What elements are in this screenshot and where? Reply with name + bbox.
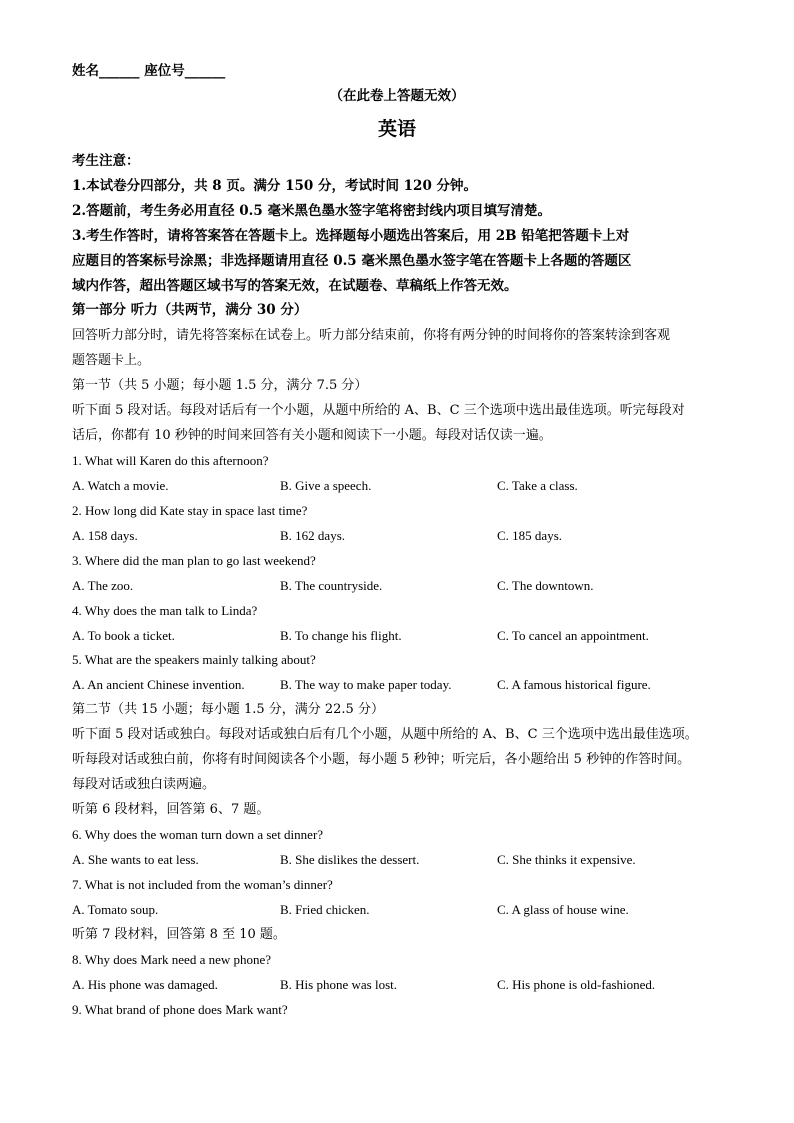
instructions-heading: 考生注意： [72,153,140,169]
section1-heading: 第一节（共 5 小题；每小题 1.5 分，满分 7.5 分） [72,378,368,393]
option-c: C. To cancel an appointment. [497,628,649,643]
instruction-item: 3.考生作答时，请将答案答在答题卡上。选择题每小题选出答案后，用 2B 铅笔把答题卡上对 [72,228,630,244]
instruction-item: 域内作答，超出答题区域书写的答案无效，在试题卷、草稿纸上作答无效。 [72,278,518,294]
question-stem: 7. What is not included from the woman’s dinner? [72,877,333,892]
option-b: B. Fried chicken. [280,902,370,917]
option-a: A. To book a ticket. [72,628,175,643]
question-stem: 3. Where did the man plan to go last weekend? [72,553,316,568]
question-stem: 2. How long did Kate stay in space last time? [72,503,308,518]
option-a: A. An ancient Chinese invention. [72,677,245,692]
material-6-heading: 听第 6 段材料，回答第 6、7 题。 [72,802,270,817]
question-stem: 5. What are the speakers mainly talking about? [72,652,316,667]
page-title: 英语 [377,118,416,140]
part1-heading: 第一部分 听力（共两节，满分 30 分） [72,302,308,318]
option-a: A. She wants to eat less. [72,852,199,867]
option-a: A. The zoo. [72,578,134,593]
section2-heading: 第二节（共 15 小题；每小题 1.5 分，满分 22.5 分） [72,702,384,717]
section1-intro: 话后，你都有 10 秒钟的时间来回答有关小题和阅读下一小题。每段对话仅读一遍。 [72,428,552,443]
option-b: B. To change his flight. [280,628,402,643]
material-7-heading: 听第 7 段材料，回答第 8 至 10 题。 [72,927,286,942]
section1-intro: 听下面 5 段对话。每段对话后有一个小题，从题中所给的 A、B、C 三个选项中选出最佳选项。听完每段对 [72,403,685,418]
question-stem: 6. Why does the woman turn down a set dinner? [72,827,324,842]
question-stem: 8. Why does Mark need a new phone? [72,952,272,967]
option-a: A. His phone was damaged. [72,977,218,992]
option-b: B. The countryside. [280,578,383,593]
option-c: C. The downtown. [497,578,594,593]
option-c: C. Take a class. [497,478,578,493]
option-c: C. She thinks it expensive. [497,852,636,867]
question-stem: 9. What brand of phone does Mark want? [72,1002,288,1017]
question-stem: 4. Why does the man talk to Linda? [72,603,258,618]
question-stem: 1. What will Karen do this afternoon? [72,453,269,468]
section2-intro: 听下面 5 段对话或独白。每段对话或独白后有几个小题，从题中所给的 A、B、C 三个选项中选出最佳选项。 [72,727,698,742]
option-a: A. Watch a movie. [72,478,169,493]
option-b: B. His phone was lost. [280,977,397,992]
instruction-item: 应题目的答案标号涂黑；非选择题请用直径 0.5 毫米黑色墨水签字笔在答题卡上各题的答题区 [72,253,632,269]
option-b: B. The way to make paper today. [280,677,452,692]
option-c: C. His phone is old-fashioned. [497,977,656,992]
option-b: B. She dislikes the dessert. [280,852,420,867]
option-b: B. 162 days. [280,528,345,543]
option-a: A. Tomato soup. [72,902,159,917]
name-seat-line: 姓名______ 座位号______ [72,63,226,79]
instruction-item: 2.答题前，考生务必用直径 0.5 毫米黑色墨水签字笔将密封线内项目填写清楚。 [72,203,551,219]
section2-intro: 每段对话或独白读两遍。 [72,777,216,792]
option-a: A. 158 days. [72,528,138,543]
section2-intro: 听每段对话或独白前，你将有时间阅读各个小题，每小题 5 秒钟；听完后，各小题给出 5 秒钟的作答时间。 [72,752,691,767]
part1-intro: 题答题卡上。 [72,353,151,368]
option-b: B. Give a speech. [280,478,372,493]
option-c: C. 185 days. [497,528,562,543]
option-c: C. A glass of house wine. [497,902,629,917]
part1-intro: 回答听力部分时，请先将答案标在试卷上。听力部分结束前，你将有两分钟的时间将你的答案转涂到客观 [72,328,671,343]
option-c: C. A famous historical figure. [497,677,651,692]
invalid-notice: （在此卷上答题无效） [329,88,465,104]
instruction-item: 1.本试卷分四部分，共 8 页。满分 150 分，考试时间 120 分钟。 [72,178,478,194]
